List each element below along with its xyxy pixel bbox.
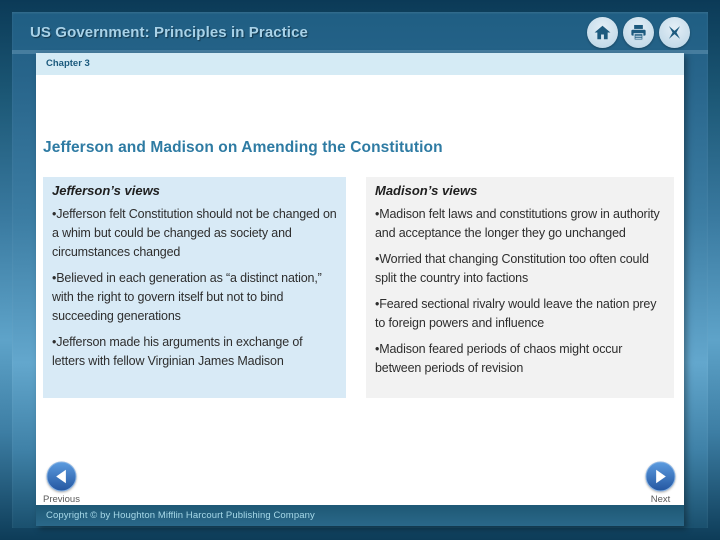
print-button[interactable] bbox=[623, 17, 654, 48]
print-icon bbox=[629, 23, 648, 42]
home-icon bbox=[593, 23, 612, 42]
previous-button[interactable] bbox=[46, 461, 77, 492]
madison-bullet-list bbox=[375, 205, 665, 378]
next-label: Next bbox=[650, 494, 671, 505]
jefferson-column-heading: Jefferson’s views bbox=[52, 183, 160, 198]
chapter-bar: Chapter 3 bbox=[36, 53, 684, 75]
previous-nav bbox=[43, 461, 80, 505]
title-bar bbox=[12, 12, 708, 53]
bullet-item: •Feared sectional rivalry would leave the nation prey to foreign powers and influence bbox=[375, 297, 657, 330]
madison-column bbox=[366, 177, 674, 398]
madison-column-heading: Madison’s views bbox=[375, 183, 478, 198]
close-button[interactable] bbox=[659, 17, 690, 48]
next-button[interactable] bbox=[645, 461, 676, 492]
bullet-item: •Worried that changing Constitution too often could split the country into factions bbox=[375, 252, 649, 285]
window-controls bbox=[587, 17, 690, 48]
jefferson-column bbox=[43, 177, 346, 398]
bullet-item: •Jefferson made his arguments in exchange of letters with fellow Virginian James Madison bbox=[52, 335, 303, 368]
slide-title: Jefferson and Madison on Amending the Constitution bbox=[43, 139, 443, 156]
previous-label: Previous bbox=[43, 494, 80, 505]
book-title: US Government: Principles in Practice bbox=[30, 24, 308, 41]
copyright-bar: Copyright © by Houghton Mifflin Harcourt Publishing Company bbox=[36, 505, 684, 526]
comparison-table bbox=[43, 177, 674, 398]
close-icon bbox=[665, 23, 684, 42]
home-button[interactable] bbox=[587, 17, 618, 48]
next-nav bbox=[645, 461, 676, 505]
bullet-item: •Madison felt laws and constitutions grow in authority and acceptance the longer they go unchanged bbox=[375, 207, 660, 240]
bullet-item: •Believed in each generation as “a distinct nation,” with the right to govern itself but not to bind succeeding generations bbox=[52, 271, 322, 323]
slide-frame bbox=[12, 12, 708, 528]
jefferson-bullet-list bbox=[52, 205, 337, 371]
bullet-item: •Madison feared periods of chaos might occur between periods of revision bbox=[375, 342, 623, 375]
arrow-left-icon bbox=[46, 461, 77, 492]
slide-content bbox=[36, 75, 684, 505]
slide-panel bbox=[36, 53, 684, 526]
bullet-item: •Jefferson felt Constitution should not be changed on a whim but could be changed as society and circumstances changed bbox=[52, 207, 337, 259]
arrow-right-icon bbox=[645, 461, 676, 492]
